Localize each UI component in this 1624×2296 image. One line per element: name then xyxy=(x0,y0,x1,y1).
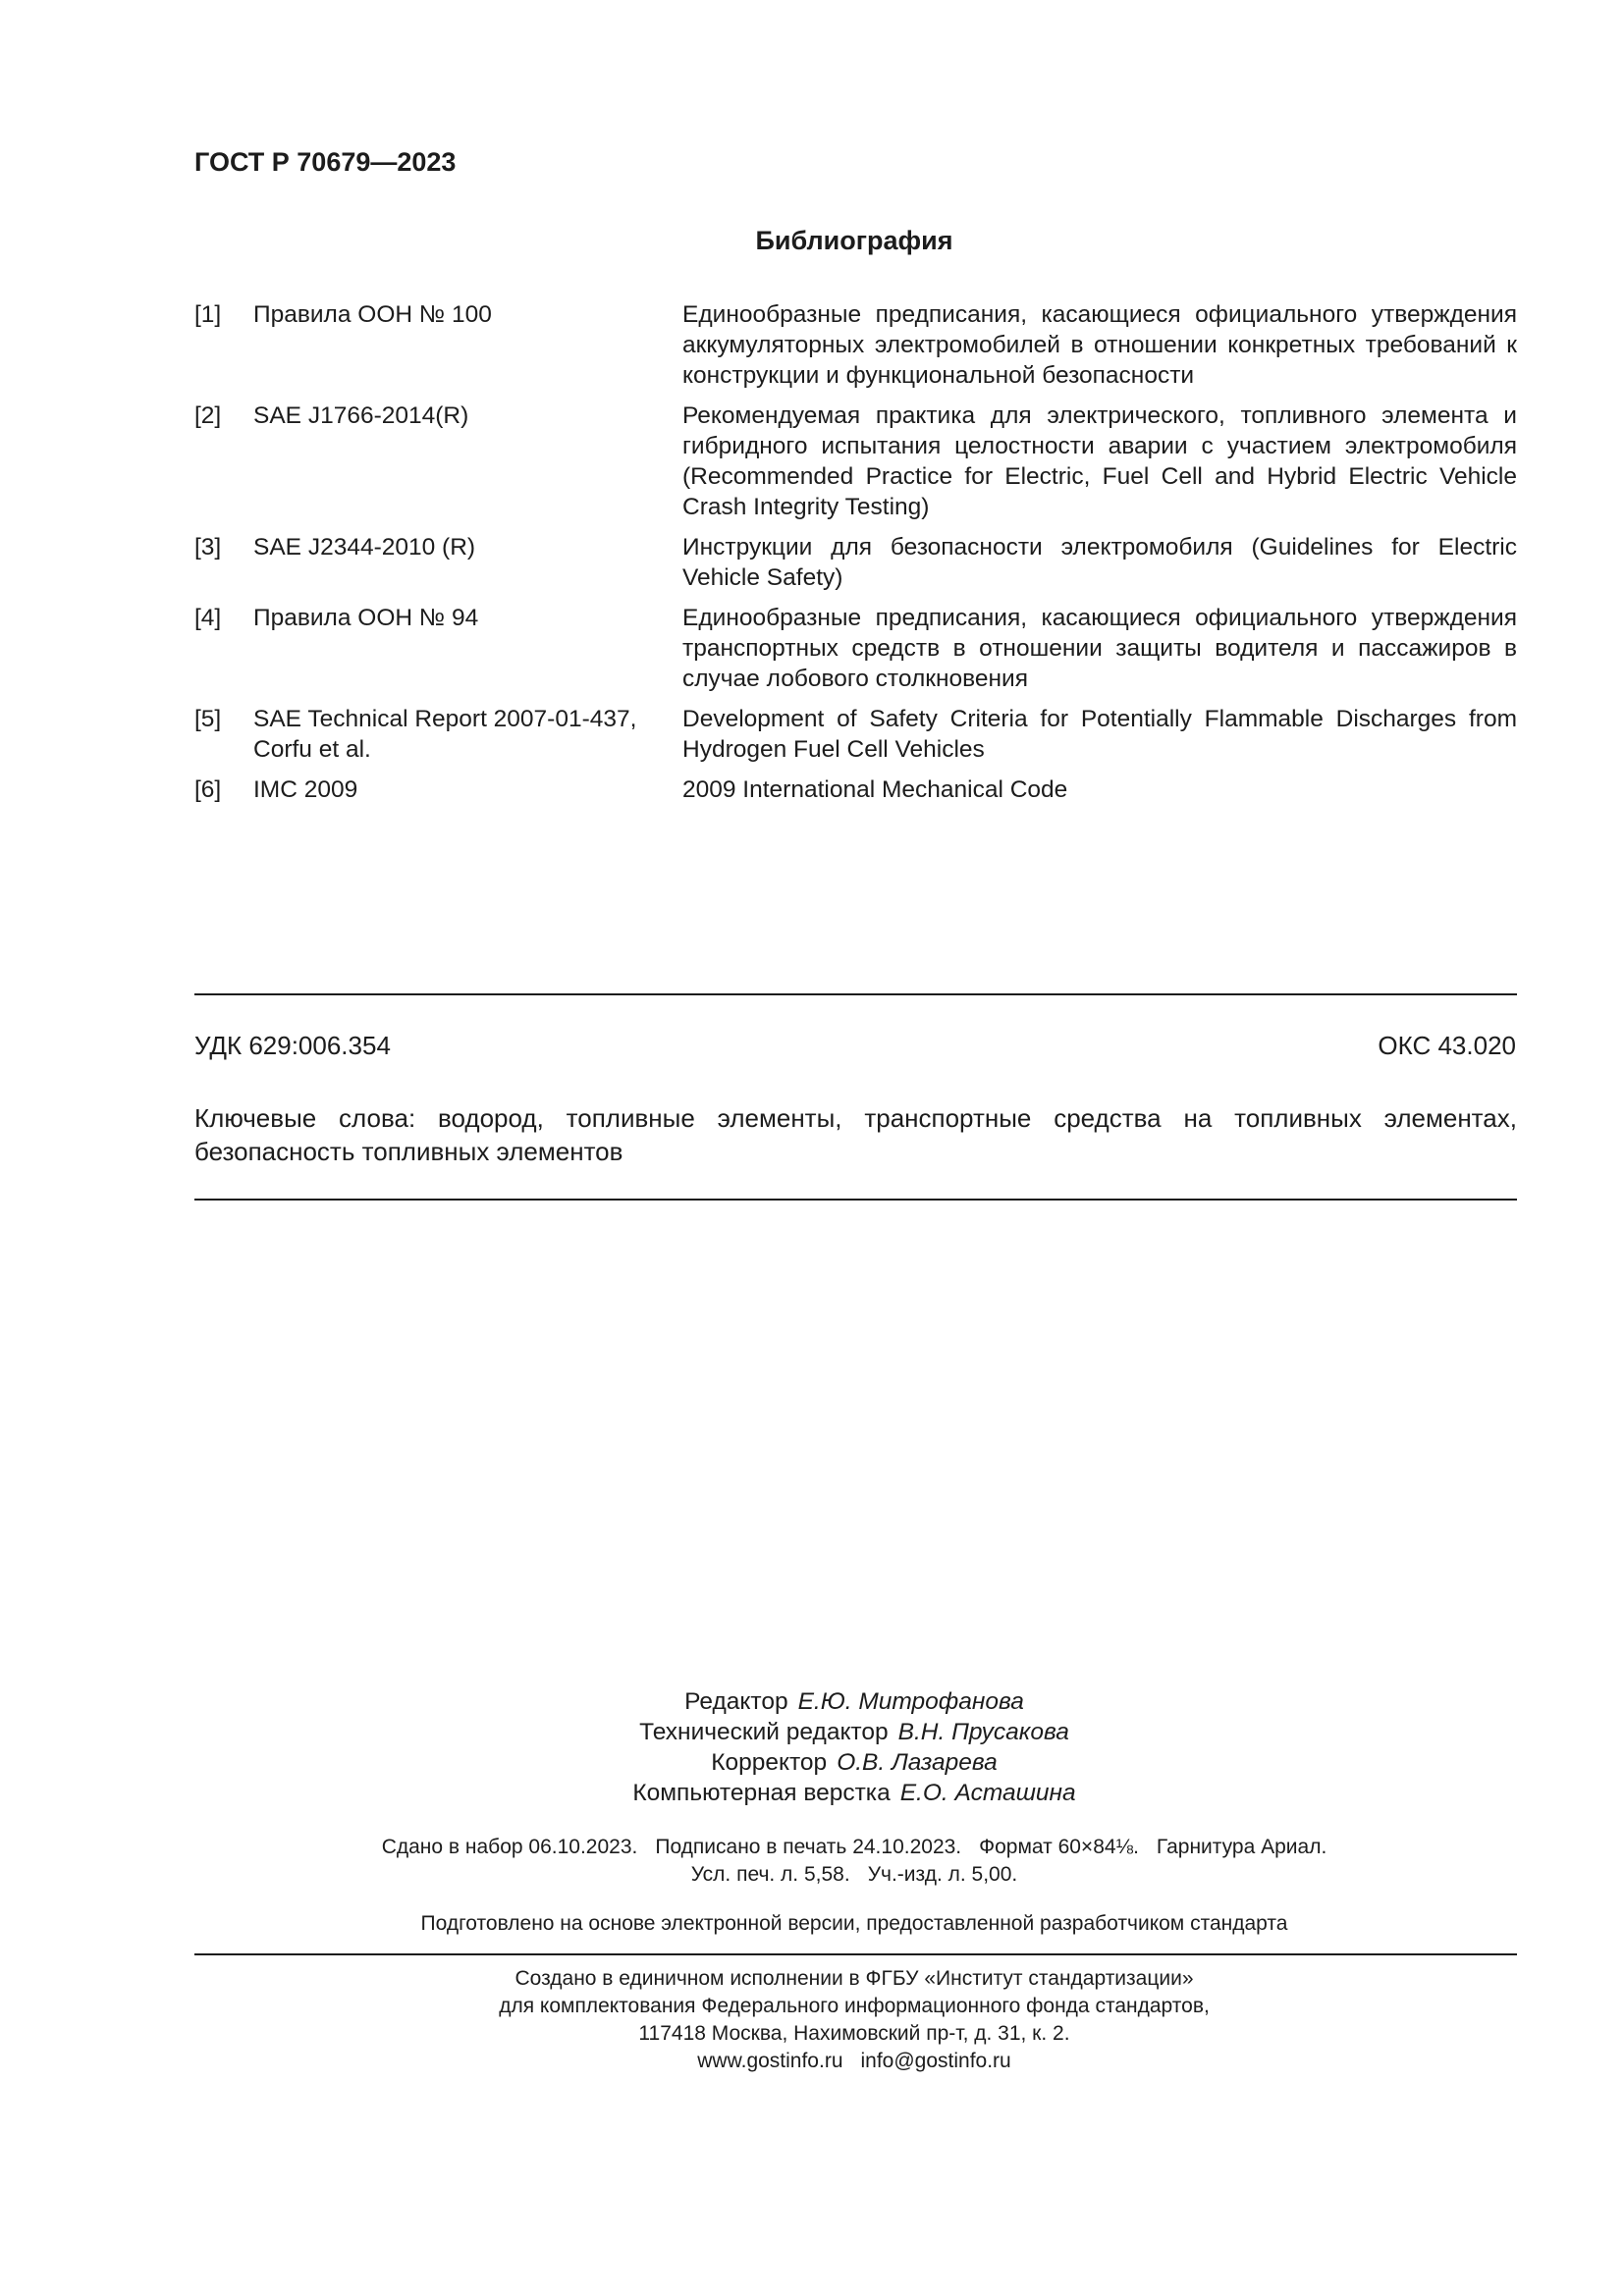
keywords: Ключевые слова: водород, топливные элементы, транспортные средства на топливных элементах, безопасность топливных элементов xyxy=(194,1103,1517,1166)
entry-reference: IMC 2009 xyxy=(253,776,358,803)
bibliography-list xyxy=(194,299,1517,815)
document-code: ГОСТ Р 70679—2023 xyxy=(194,147,457,177)
oks-code: ОКС 43.020 xyxy=(1378,1031,1516,1060)
bibliography-entry xyxy=(194,299,1517,391)
credit-role: Компьютерная верстка xyxy=(632,1780,891,1806)
credit-role: Редактор xyxy=(684,1688,788,1715)
bibliography-entry xyxy=(194,603,1517,694)
credit-role: Корректор xyxy=(711,1749,828,1776)
divider xyxy=(194,993,1517,995)
entry-reference: Правила ООН № 94 xyxy=(253,605,479,631)
bibliography-title: Библиография xyxy=(755,226,953,255)
printing-line xyxy=(0,1861,1624,1889)
email-link[interactable]: info@gostinfo.ru xyxy=(860,2050,1011,2072)
publisher-line: Создано в единичном исполнении в ФГБУ «Институт стандартизации» xyxy=(514,1967,1194,1990)
entry-number: [4] xyxy=(194,605,222,631)
paper-format: Формат 60×84⅛. xyxy=(979,1836,1139,1858)
printing-details xyxy=(0,1834,1624,1889)
credit-line xyxy=(0,1686,1624,1717)
credit-role: Технический редактор xyxy=(639,1719,889,1745)
credit-line xyxy=(0,1717,1624,1747)
entry-description: Единообразные предписания, касающиеся официального утверждения аккумуляторных электромобилей в отношении конкретных требований к конструкции и функциональной безопасности xyxy=(682,301,1517,389)
publisher-address: 117418 Москва, Нахимовский пр-т, д. 31, к. 2. xyxy=(638,2022,1070,2045)
typeface: Гарнитура Ариал. xyxy=(1156,1836,1327,1858)
credit-person: О.В. Лазарева xyxy=(837,1749,998,1776)
entry-reference: Правила ООН № 100 xyxy=(253,301,492,328)
bibliography-entry xyxy=(194,400,1517,522)
submitted-date: Сдано в набор 06.10.2023. xyxy=(381,1836,638,1858)
bibliography-entry xyxy=(194,532,1517,593)
entry-description: Development of Safety Criteria for Potentially Flammable Discharges from Hydrogen Fuel Cell Vehicles xyxy=(682,706,1517,763)
website-link[interactable]: www.gostinfo.ru xyxy=(697,2050,843,2072)
credit-person: Е.О. Асташина xyxy=(899,1780,1076,1806)
bibliography-entry xyxy=(194,774,1517,805)
entry-description: 2009 International Mechanical Code xyxy=(682,776,1068,803)
signed-date: Подписано в печать 24.10.2023. xyxy=(655,1836,962,1858)
credit-line xyxy=(0,1778,1624,1808)
prepared-note: Подготовлено на основе электронной версии, предоставленной разработчиком стандарта xyxy=(420,1912,1288,1935)
entry-number: [2] xyxy=(194,402,222,429)
entry-reference: SAE J1766-2014(R) xyxy=(253,402,469,429)
publisher-contacts xyxy=(0,2048,1624,2075)
print-sheets: Усл. печ. л. 5,58. xyxy=(690,1863,850,1886)
divider xyxy=(194,1199,1517,1201)
publisher-line: для комплектования Федерального информационного фонда стандартов, xyxy=(499,1995,1210,2017)
publisher-block xyxy=(0,1965,1624,2075)
udk-code: УДК 629:006.354 xyxy=(194,1031,391,1060)
credit-person: В.Н. Прусакова xyxy=(897,1719,1069,1745)
credit-line xyxy=(0,1747,1624,1778)
entry-reference: SAE J2344-2010 (R) xyxy=(253,534,476,561)
credits-block xyxy=(0,1686,1624,1808)
entry-number: [1] xyxy=(194,301,222,328)
entry-reference: SAE Technical Report 2007-01-437, Corfu et al. xyxy=(253,706,637,763)
entry-description: Рекомендуемая практика для электрического, топливного элемента и гибридного испытания целостности аварии с участием электромобиля (Recommended Practice for Electric, Fuel Cell and Hybrid Electric Vehicle Crash Integrity Testing) xyxy=(682,402,1517,520)
printing-line xyxy=(0,1834,1624,1861)
divider xyxy=(194,1953,1517,1955)
bibliography-entry xyxy=(194,704,1517,765)
entry-number: [3] xyxy=(194,534,222,561)
entry-number: [5] xyxy=(194,706,222,732)
publisher-sheets: Уч.-изд. л. 5,00. xyxy=(867,1863,1018,1886)
entry-number: [6] xyxy=(194,776,222,803)
entry-description: Единообразные предписания, касающиеся официального утверждения транспортных средств в отношении защиты водителя и пассажиров в случае лобового столкновения xyxy=(682,605,1517,692)
credit-person: Е.Ю. Митрофанова xyxy=(797,1688,1024,1715)
entry-description: Инструкции для безопасности электромобиля (Guidelines for Electric Vehicle Safety) xyxy=(682,534,1517,591)
